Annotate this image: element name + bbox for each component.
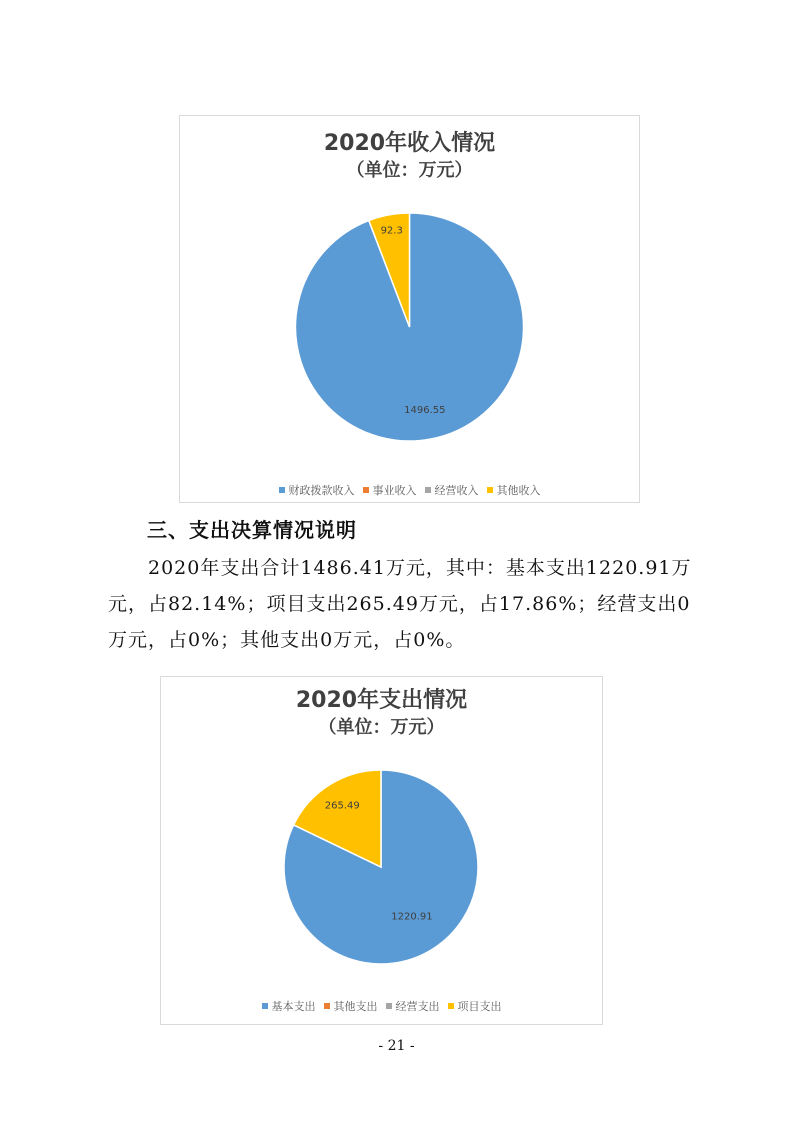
income-pie — [180, 116, 639, 502]
expense-legend-item-1 — [262, 998, 316, 1014]
income-legend — [180, 482, 639, 498]
income-legend-item-2 — [363, 482, 417, 498]
expense-legend-swatch — [262, 1003, 268, 1009]
expense-legend-item-4 — [448, 998, 502, 1014]
income-legend-swatch — [425, 487, 431, 493]
expense-legend-swatch — [324, 1003, 330, 1009]
income-legend-swatch — [487, 487, 493, 493]
expense-legend-item-2 — [324, 998, 378, 1014]
income-legend-label: 经营收入 — [434, 484, 479, 497]
expense-data-label-1: 1220.91 — [391, 911, 433, 923]
body-text — [108, 550, 698, 658]
income-legend-swatch — [363, 487, 369, 493]
expense-legend-label: 基本支出 — [271, 1000, 316, 1013]
income-data-label-4: 92.3 — [380, 225, 403, 237]
expense-legend-swatch — [448, 1003, 454, 1009]
income-legend-item-4 — [487, 482, 541, 498]
income-legend-label: 其他收入 — [496, 484, 541, 497]
income-legend-label: 财政拨款收入 — [288, 484, 355, 497]
page-number: - 21 - — [378, 1038, 415, 1054]
income-chart-subtitle: （单位：万元） — [346, 160, 473, 181]
section-heading: 三、支出决算情况说明 — [147, 518, 357, 542]
expense-paragraph: 2020年支出合计1486.41万元，其中：基本支出1220.91万元，占82.14%；项目支出265.49万元，占17.86%；经营支出0万元，占0%；其他支出0万元，占0%。 — [108, 557, 692, 651]
expense-chart-subtitle: （单位：万元） — [318, 717, 445, 738]
income-chart — [179, 115, 640, 503]
expense-legend-item-3 — [386, 998, 440, 1014]
expense-legend-label: 经营支出 — [395, 1000, 440, 1013]
expense-legend-swatch — [386, 1003, 392, 1009]
income-legend-item-3 — [425, 482, 479, 498]
expense-data-label-4: 265.49 — [324, 800, 360, 812]
income-legend-item-1 — [279, 482, 355, 498]
expense-chart-title: 2020年支出情况 — [295, 688, 468, 713]
expense-legend — [161, 998, 602, 1014]
income-data-label-1: 1496.55 — [404, 404, 446, 416]
expense-legend-label: 项目支出 — [457, 1000, 502, 1013]
income-legend-label: 事业收入 — [372, 484, 417, 497]
income-legend-swatch — [279, 487, 285, 493]
expense-legend-label: 其他支出 — [333, 1000, 378, 1013]
income-chart-title: 2020年收入情况 — [323, 131, 496, 156]
expense-pie — [161, 677, 602, 1024]
expense-chart — [160, 676, 603, 1025]
